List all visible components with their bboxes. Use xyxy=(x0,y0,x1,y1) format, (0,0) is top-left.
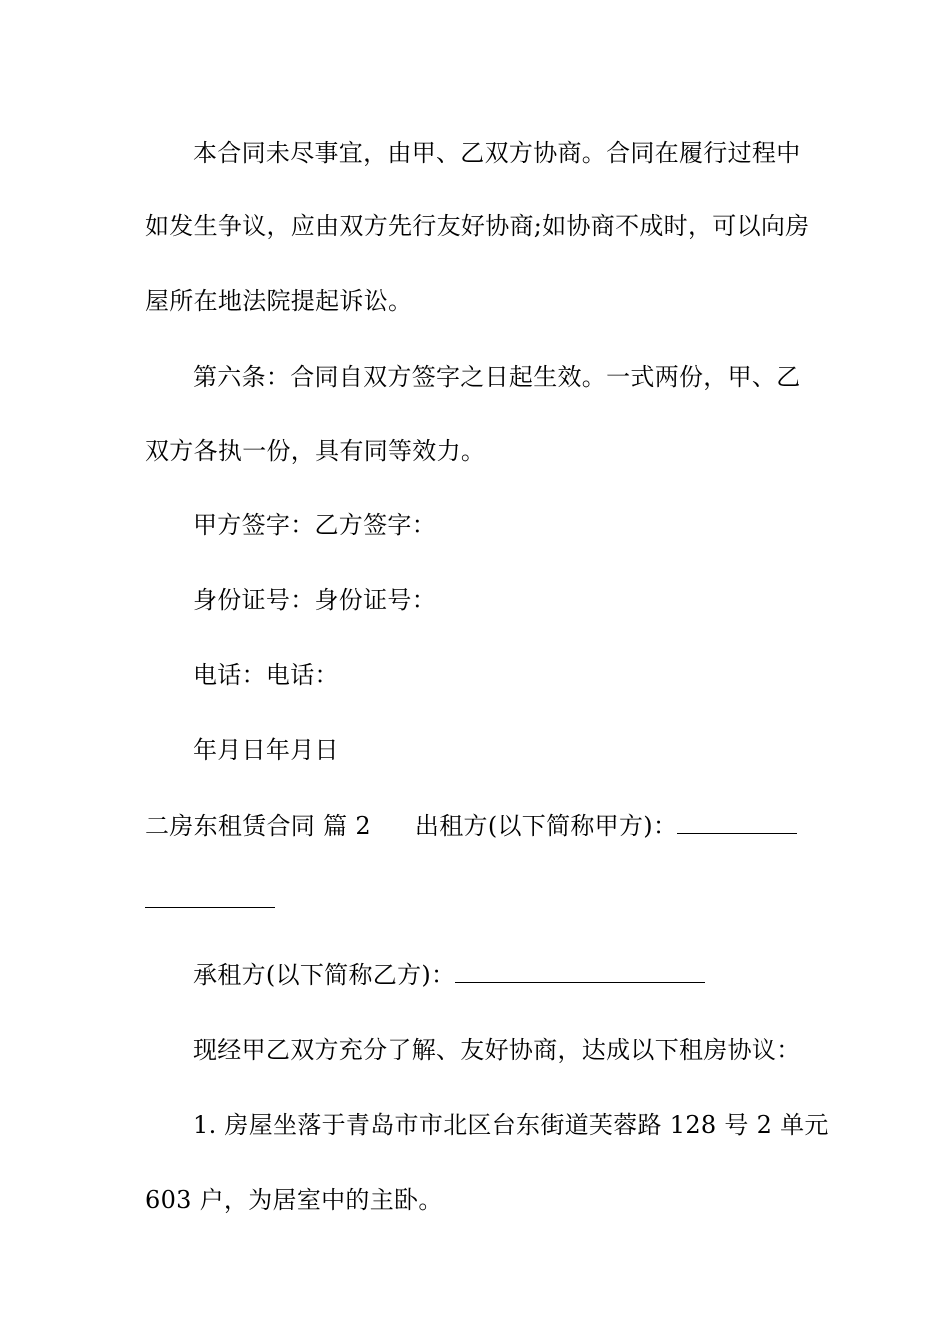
paragraph-line: 双方各执一份，具有同等效力。 xyxy=(145,437,486,465)
phone-line: 电话：电话： xyxy=(193,661,339,689)
signature-line: 甲方签字：乙方签字： xyxy=(193,511,436,539)
contract-heading xyxy=(145,809,810,841)
lessor-blank xyxy=(677,809,797,834)
contract-number: 篇 2 xyxy=(323,812,371,840)
paragraph-line: 本合同未尽事宜，由甲、乙双方协商。合同在履行过程中 xyxy=(193,139,801,167)
lessor-label: 出租方(以下简称甲方)： xyxy=(414,812,678,840)
paragraph-line: 第六条：合同自双方签字之日起生效。一式两份，甲、乙 xyxy=(193,363,801,391)
agreement-intro: 现经甲乙双方充分了解、友好协商，达成以下租房协议： xyxy=(193,1036,801,1064)
lessee-blank xyxy=(455,958,705,983)
id-number-line: 身份证号：身份证号： xyxy=(193,586,436,614)
item-1-line: 603 户，为居室中的主卧。 xyxy=(145,1186,443,1214)
item-1-line: 1. 房屋坐落于青岛市市北区台东街道芙蓉路 128 号 2 单元 xyxy=(193,1111,829,1139)
paragraph-line: 屋所在地法院提起诉讼。 xyxy=(145,287,413,315)
lessee-label: 承租方(以下简称乙方)： xyxy=(193,961,456,989)
contract-title: 二房东租赁合同 xyxy=(145,812,316,840)
lessee-line xyxy=(193,958,813,990)
paragraph-line: 如发生争议，应由双方先行友好协商;如协商不成时，可以向房 xyxy=(145,212,810,240)
lessor-blank-continued xyxy=(145,907,275,908)
date-line: 年月日年月日 xyxy=(193,736,339,764)
